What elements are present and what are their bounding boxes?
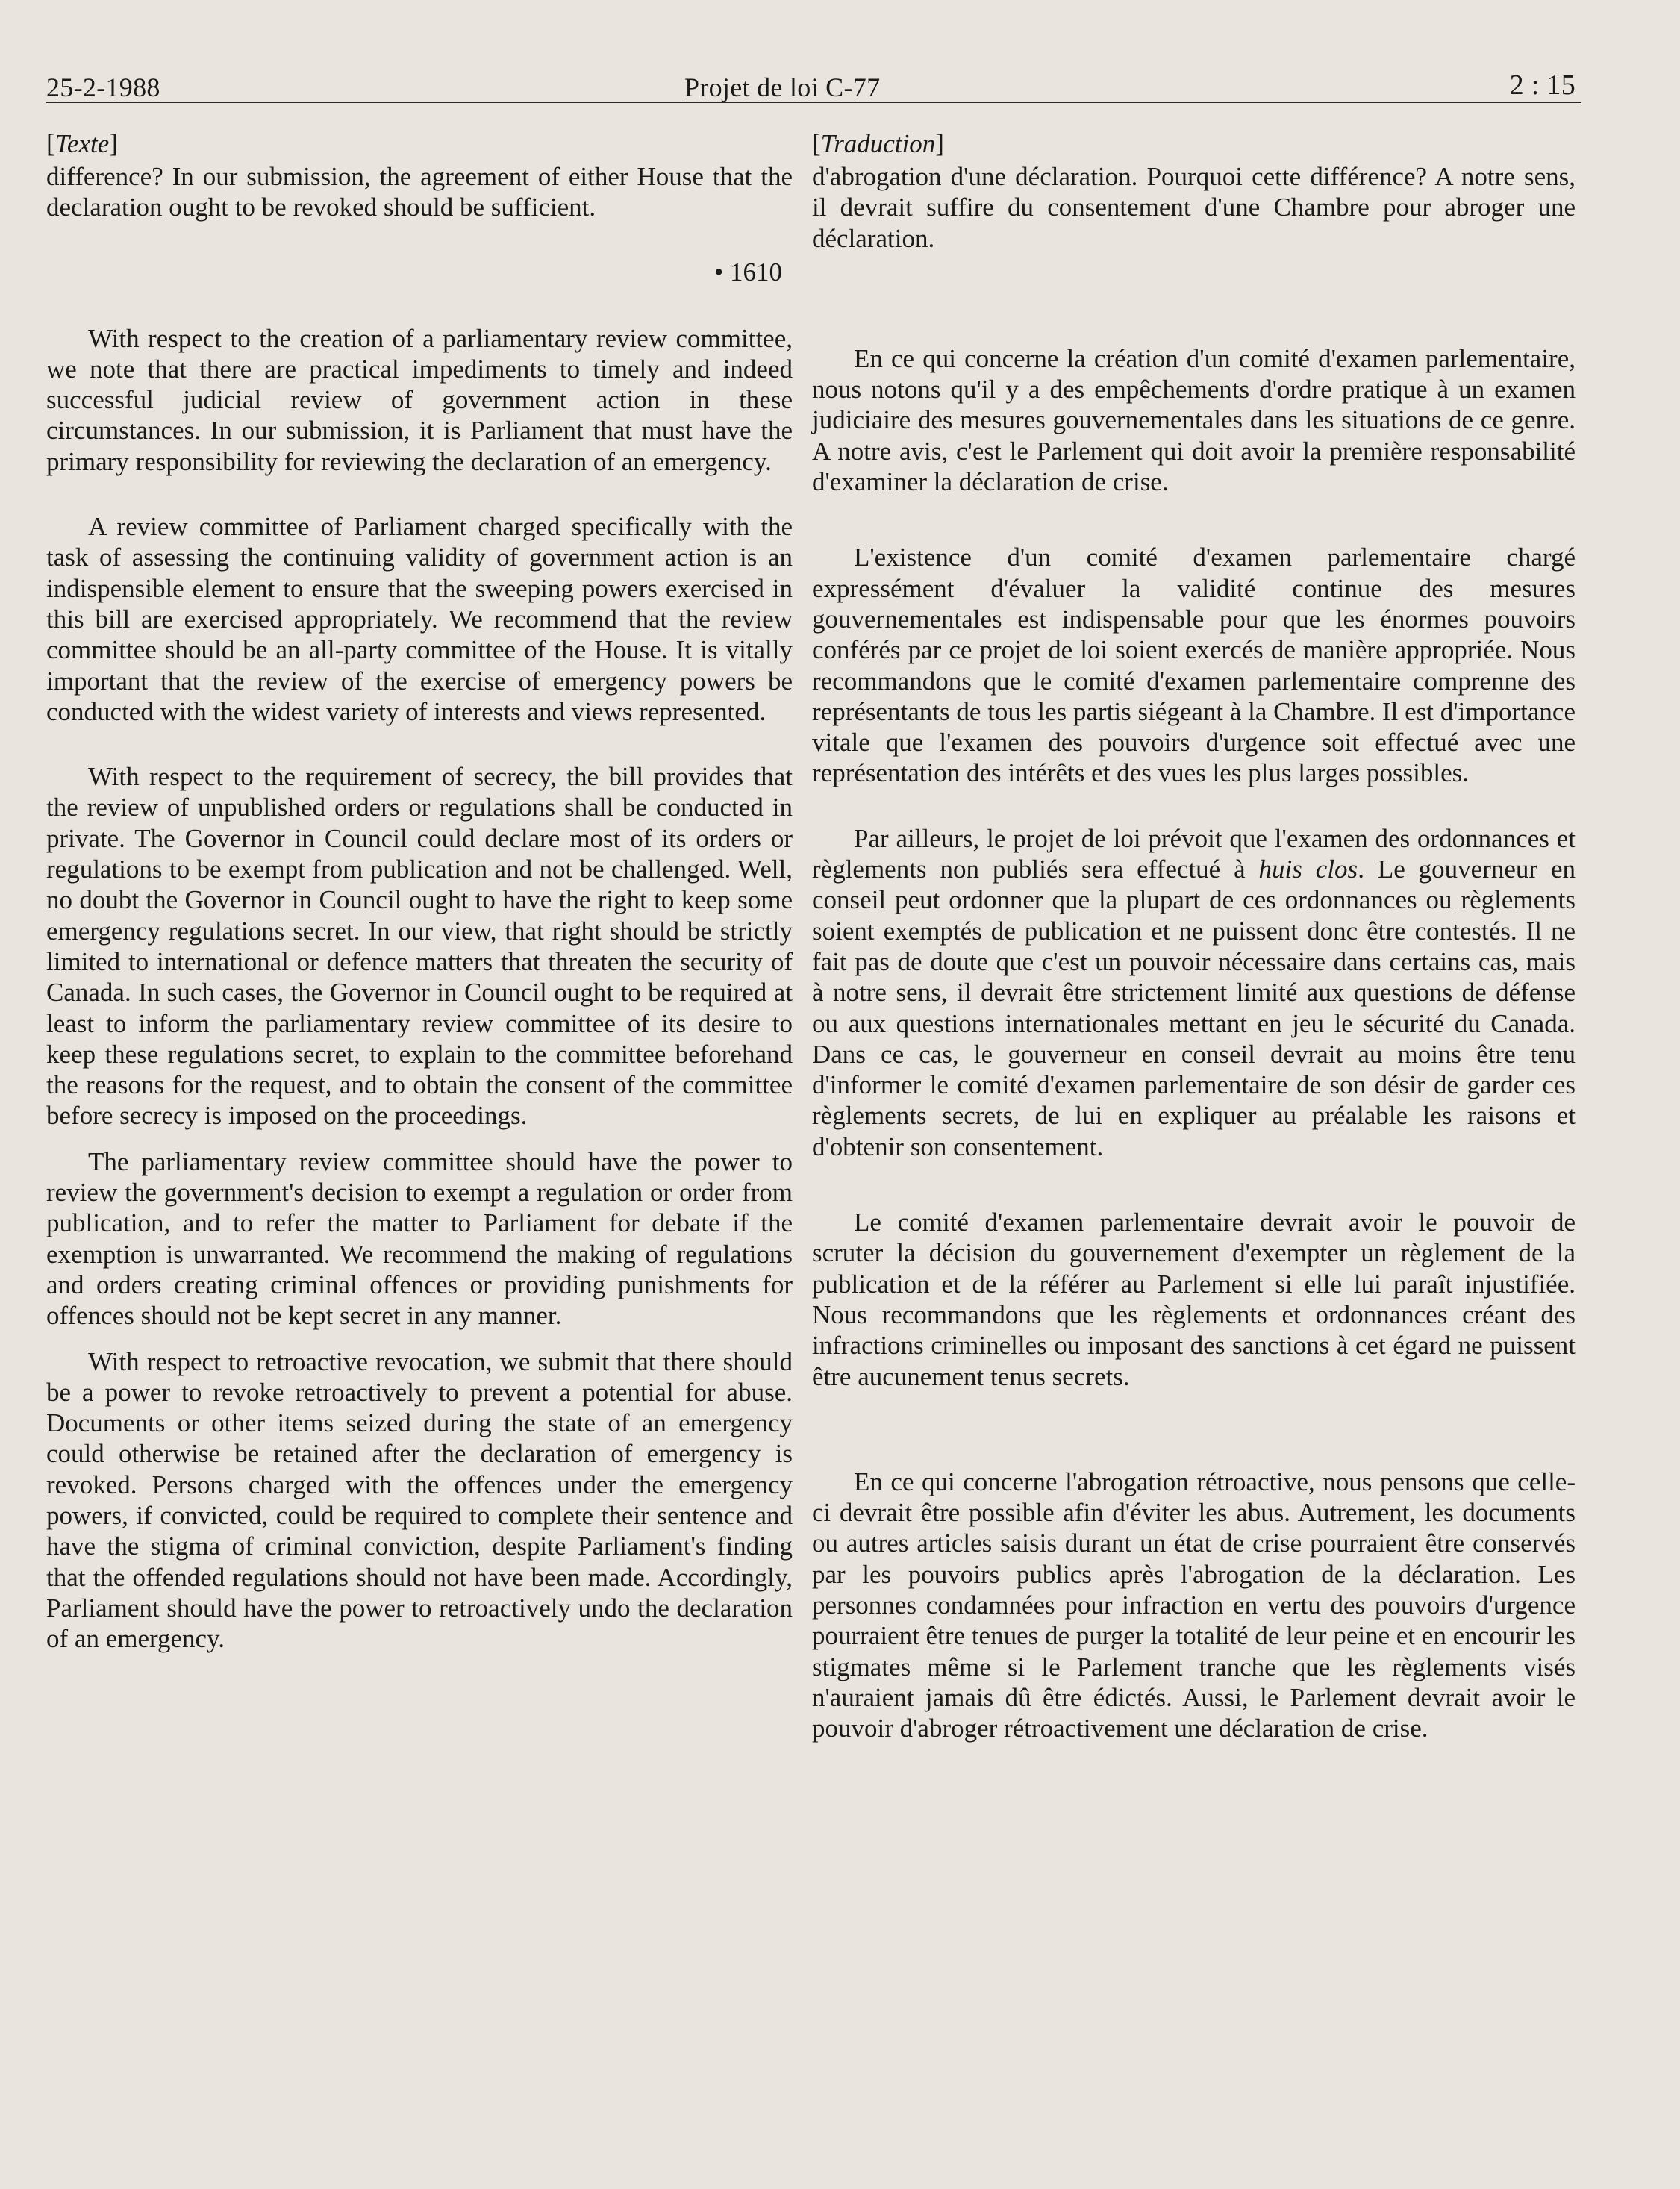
header-page-number: 2 : 15	[1509, 69, 1576, 101]
header-date: 25-2-1988	[46, 72, 160, 102]
italic-term: huis clos	[1258, 855, 1358, 884]
two-column-body	[46, 127, 1576, 2172]
paragraph: d'abrogation d'une déclaration. Pourquoi cette différence? A notre sens, il devrait suffire du consentement d'une Chambre pour abroger une déclaration.	[812, 162, 1576, 253]
paragraph: En ce qui concerne la création d'un comité d'examen parlementaire, nous notons qu'il y a des empêchements d'ordre pratique à un examen judiciaire des mesures gouvernementales dans les situations de ce genre. A notre avis, c'est le Parlement qui doit avoir la première responsabilité d'examiner la déclaration de crise.	[812, 343, 1576, 497]
paragraph: With respect to the creation of a parliamentary review committee, we note that there are practical impediments to timely and indeed successful judicial review of government action in these circumstances. In our submission, it is Parliament that must have the primary responsibility for reviewing the declaration of an emergency.	[46, 323, 793, 476]
paragraph: The parliamentary review committee should have the power to review the government's decision to exempt a regulation or order from publication, and to refer the matter to Parliament for debate if the exemption is unwarranted. We recommend the making of regulations and orders creating criminal offences or providing punishments for offences should not be kept secret in any manner.	[46, 1146, 793, 1331]
running-head	[46, 61, 1576, 106]
french-column	[812, 127, 1576, 1743]
paragraph: En ce qui concerne l'abrogation rétroactive, nous pensons que celle-ci devrait être possible afin d'éviter les abus. Autrement, les documents ou autres articles saisis durant un état de crise pourraient être conservés par les pouvoirs publics après l'abrogation de la déclaration. Les personnes condamnées pour infraction en vertu des pouvoirs d'urgence pourraient être tenues de purger la totalité de leur peine et en encourir les stigmates même si le Parlement tranche que les règlements visés n'auraient jamais dû être édictés. Aussi, le Parlement devrait avoir le pouvoir d'abroger rétroactivement une déclaration de crise.	[812, 1467, 1576, 1743]
paragraph: difference? In our submission, the agreement of either House that the declaration ought to be revoked should be sufficient.	[46, 162, 793, 222]
column-label-traduction: [Traduction]	[812, 129, 944, 158]
paragraph: With respect to the requirement of secrecy, the bill provides that the review of unpublished orders or regulations shall be conducted in private. The Governor in Council could declare most of its orders or regulations to be exempt from publication and not be challenged. Well, no doubt the Governor in Council ought to have the right to keep some emergency regulations secret. In our view, that right should be strictly limited to international or defence matters that threaten the security of Canada. In such cases, the Governor in Council ought to be required at least to inform the parliamentary review committee of its desire to keep these regulations secret, to explain to the committee beforehand the reasons for the request, and to obtain the consent of the committee before secrecy is imposed on the proceedings.	[46, 762, 793, 1131]
paragraph: Le comité d'examen parlementaire devrait avoir le pouvoir de scruter la décision du gouvernement d'exempter un règlement de la publication et de la référer au Parlement si elle lui paraît injustifiée. Nous recommandons que les règlements et ordonnances créant des infractions criminelles ou imposant des sanctions à cet égard ne puissent être aucunement tenus secrets.	[812, 1208, 1576, 1391]
paragraph: Par ailleurs, le projet de loi prévoit que l'examen des ordonnances et règlements non publiés sera effectué à huis clos. Le gouverneur en conseil peut ordonner que la plupart de ces ordonnances ou règlements soient exemptés de publication et ne puissent donc être contestés. Il ne fait pas de doute que c'est un pouvoir nécessaire dans certains cas, mais à notre sens, il devrait être strictement limité aux questions de défense ou aux questions internationales mettant en jeu le sécurité du Canada. Dans ce cas, le gouverneur en conseil devrait au moins être tenu d'informer le comité d'examen parlementaire de son désir de garder ces règlements secrets, de lui en expliquer au préalable les raisons et d'obtenir son consentement.	[812, 823, 1576, 1161]
header-title: Projet de loi C-77	[684, 72, 881, 102]
time-marker: • 1610	[713, 257, 782, 287]
header-rule	[46, 102, 1581, 103]
column-label-texte: [Texte]	[46, 129, 118, 158]
paragraph: L'existence d'un comité d'examen parlementaire chargé expressément d'évaluer la validité continue des mesures gouvernementales est indispensable pour que les énormes pouvoirs conférés par ce projet de loi soient exercés de manière appropriée. Nous recommandons que le comité d'examen parlementaire comprenne des représentants de tous les partis siégeant à la Chambre. Il est d'importance vitale que l'examen des pouvoirs d'urgence soit effectué avec une représentation des intérêts et des vues les plus larges possibles.	[812, 543, 1576, 788]
paragraph: With respect to retroactive revocation, we submit that there should be a power to revoke retroactively to prevent a potential for abuse. Documents or other items seized during the state of an emergency could otherwise be retained after the declaration of emergency is revoked. Persons charged with the offences under the emergency powers, if convicted, could be required to complete their sentence and have the stigma of criminal conviction, despite Parliament's finding that the offended regulations should not have been made. Accordingly, Parliament should have the power to retroactively undo the declaration of an emergency.	[46, 1346, 793, 1654]
english-column	[46, 127, 793, 1654]
paragraph: A review committee of Parliament charged specifically with the task of assessing the continuing validity of government action is an indispensible element to ensure that the sweeping powers exercised in this bill are exercised appropriately. We recommend that the review committee should be an all-party committee of the House. It is vitally important that the review of the exercise of emergency powers be conducted with the widest variety of interests and views represented.	[46, 512, 793, 726]
